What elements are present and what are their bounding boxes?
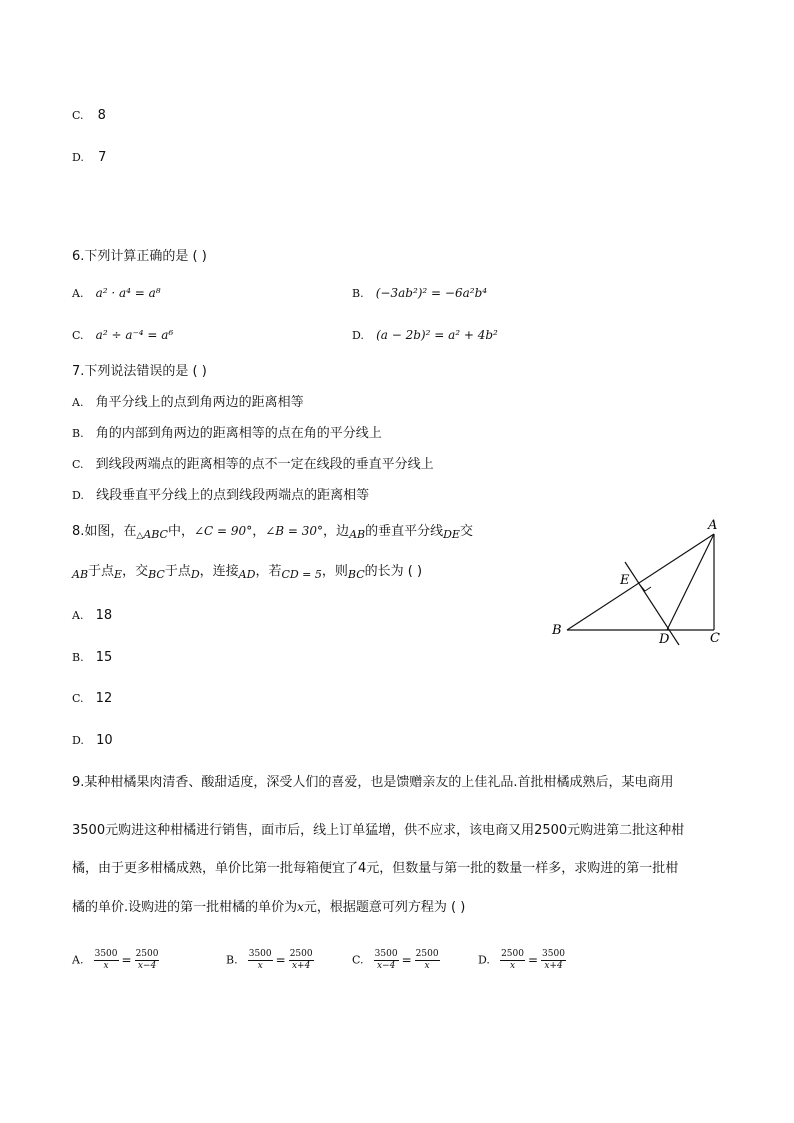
q8-var: AB	[349, 528, 366, 541]
q8-var: D	[190, 568, 200, 581]
fraction	[289, 949, 314, 972]
denominator: x	[424, 960, 430, 971]
option-letter: B.	[226, 953, 238, 967]
q6-option-b	[352, 285, 487, 302]
prev-option-d	[72, 150, 106, 166]
q9-option-a	[72, 946, 159, 974]
fraction	[415, 949, 440, 972]
option-letter: D.	[478, 953, 490, 967]
q8-text: ，若	[255, 564, 282, 579]
segment-ab	[567, 534, 714, 630]
numerator: 3500	[94, 948, 118, 959]
q8-text: ，	[252, 524, 266, 539]
option-text: 角的内部到角两边的距离相等的点在角的平分线上	[95, 426, 382, 441]
label-a: A	[708, 518, 718, 533]
label-b: B	[552, 623, 562, 638]
q8-var: E	[114, 568, 123, 581]
denominator: x−4	[376, 960, 396, 971]
option-letter: D.	[72, 151, 84, 164]
option-expr: a² · a⁴ = a⁸	[95, 286, 161, 300]
option-letter: D.	[72, 489, 84, 502]
q9-option-d	[478, 946, 566, 974]
numerator: 2500	[415, 948, 439, 959]
q8-text: ，交	[122, 564, 149, 579]
fraction	[500, 949, 525, 972]
option-text: 10	[96, 733, 113, 748]
q8-text: 于点	[164, 564, 191, 579]
q8-cd-value: CD = 5	[281, 568, 322, 581]
q9-line2: 3500元购进这种柑橘进行销售，面市后，线上订单猛增，供不应求，该电商又用2500元购进第二批这种柑	[72, 823, 685, 838]
option-text: 15	[95, 650, 113, 665]
denominator: x−4	[137, 960, 157, 971]
option-letter: C.	[72, 458, 84, 471]
q8-text: 交	[459, 524, 473, 539]
q6-option-a	[72, 285, 161, 302]
q8-option-d	[72, 733, 113, 749]
q8-var: DE	[443, 528, 460, 541]
q8-var: BC	[148, 568, 165, 581]
option-letter: A.	[72, 287, 84, 300]
option-letter: C.	[72, 329, 84, 342]
option-text: 12	[95, 691, 113, 706]
q8-var: AD	[238, 568, 256, 581]
numerator: 3500	[248, 948, 272, 959]
equals-sign: =	[275, 953, 286, 967]
option-text: 8	[97, 108, 106, 123]
prev-option-c	[72, 108, 106, 124]
q8-text: 于点	[88, 564, 115, 579]
numerator: 2500	[135, 948, 159, 959]
q8-stem-line1	[72, 523, 473, 541]
denominator: x	[103, 960, 109, 971]
option-text: 7	[98, 150, 107, 165]
option-text: 18	[95, 608, 113, 623]
q8-angle-b: ∠B = 30°	[265, 524, 324, 538]
equals-sign: =	[527, 953, 539, 967]
option-letter: A.	[72, 396, 84, 409]
q9-option-b	[226, 946, 314, 974]
q7-option-c	[72, 457, 434, 473]
q9-option-c	[352, 946, 440, 974]
option-letter: B.	[352, 287, 364, 300]
option-letter: C.	[72, 109, 84, 122]
option-expr: (a − 2b)² = a² + 4b²	[376, 328, 498, 342]
option-letter: B.	[72, 651, 84, 664]
fraction	[541, 949, 566, 972]
triangle-symbol: △	[136, 531, 144, 541]
q8-var: ABC	[143, 528, 168, 541]
fraction	[248, 949, 273, 972]
q6-stem: 6.下列计算正确的是 ( )	[72, 249, 207, 264]
q8-var: AB	[72, 568, 89, 581]
option-text: 角平分线上的点到角两边的距离相等	[95, 395, 304, 410]
option-letter: C.	[352, 953, 364, 967]
q8-text: ，边	[323, 524, 350, 539]
numerator: 2500	[289, 948, 313, 959]
option-letter: A.	[72, 609, 84, 622]
fraction	[135, 949, 160, 972]
denominator: x	[257, 960, 263, 971]
equals-sign: =	[401, 953, 412, 967]
q9-text: 元，根据题意可列方程为 ( )	[303, 900, 466, 915]
q9-var-x: x	[297, 900, 304, 914]
q9-line1: 9.某种柑橘果肉清香、酸甜适度，深受人们的喜爱，也是馈赠亲友的上佳礼品.首批柑橘成熟后，某电商用	[72, 775, 674, 790]
q8-option-a	[72, 608, 112, 624]
q8-triangle-figure	[540, 512, 740, 652]
option-letter: A.	[72, 953, 84, 967]
option-expr: (−3ab²)² = −6a²b⁴	[375, 286, 488, 300]
q8-option-c	[72, 691, 112, 707]
q6-option-d	[352, 327, 498, 344]
numerator: 3500	[374, 948, 398, 959]
q8-text: 中，	[167, 524, 194, 539]
option-letter: B.	[72, 427, 84, 440]
label-c: C	[710, 631, 720, 646]
q6-option-c	[72, 327, 173, 344]
q8-text: ，连接	[199, 564, 239, 579]
option-text: 到线段两端点的距离相等的点不一定在线段的垂直平分线上	[95, 457, 434, 472]
equals-sign: =	[121, 953, 132, 967]
fraction	[94, 949, 119, 972]
q8-angle-c: ∠C = 90°	[194, 524, 253, 538]
q8-option-b	[72, 650, 112, 666]
q9-text: 橘的单价.设购进的第一批柑橘的单价为	[72, 900, 298, 915]
label-d: D	[659, 632, 670, 647]
q8-text: ，则	[321, 564, 348, 579]
numerator: 2500	[501, 948, 524, 959]
q7-option-b	[72, 426, 382, 442]
denominator: x+4	[291, 960, 311, 971]
option-letter: D.	[72, 734, 84, 747]
numerator: 3500	[542, 948, 565, 959]
option-text: 线段垂直平分线上的点到线段两端点的距离相等	[96, 488, 370, 503]
q7-stem: 7.下列说法错误的是 ( )	[72, 364, 207, 379]
q8-text: 的长为 ( )	[364, 564, 423, 579]
option-letter: C.	[72, 692, 84, 705]
fraction	[374, 949, 399, 972]
denominator: x+4	[544, 960, 563, 971]
q7-option-a	[72, 395, 304, 411]
q9-line3: 橘，由于更多柑橘成熟，单价比第一批每箱便宜了4元，但数量与第一批的数量一样多，求购进的第一批柑	[72, 861, 679, 876]
denominator: x	[509, 960, 516, 971]
label-e: E	[620, 573, 630, 588]
q9-line4	[72, 899, 465, 916]
segment-ad	[667, 534, 714, 630]
q8-var: BC	[347, 568, 365, 581]
q8-text: 8.如图，在	[72, 524, 137, 539]
q8-stem-line2	[72, 564, 422, 580]
q8-text: 的垂直平分线	[365, 524, 444, 539]
option-expr: a² ÷ a⁻⁴ = a⁶	[95, 328, 174, 342]
q7-option-d	[72, 488, 369, 504]
option-letter: D.	[352, 329, 364, 342]
